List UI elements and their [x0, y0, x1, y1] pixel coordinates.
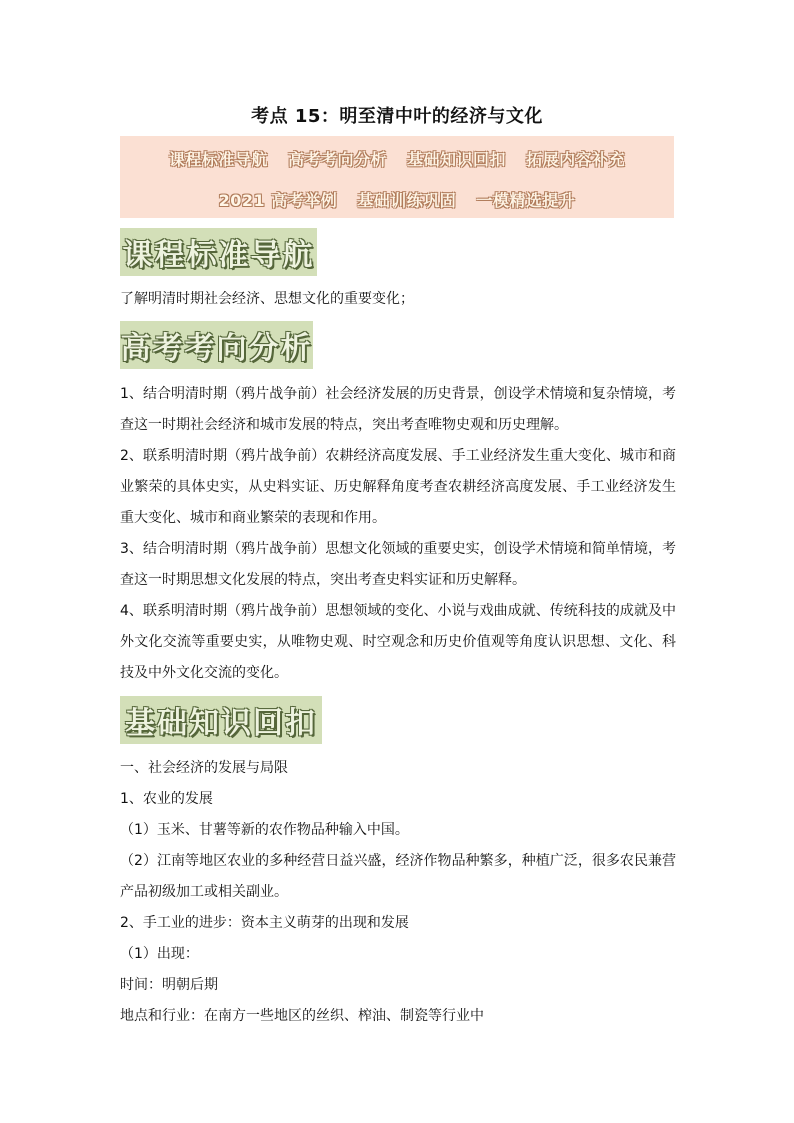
nav-item-basics: 基础知识回扣 — [407, 150, 507, 169]
basics-line-handicraft: 2、手工业的进步：资本主义萌芽的出现和发展 — [120, 915, 409, 931]
basics-line-emergence: （1）出现： — [120, 946, 199, 962]
page-title: 考点 15：明至清中叶的经济与文化 — [251, 106, 543, 127]
basics-heading: 一、社会经济的发展与局限 — [120, 760, 288, 776]
nav-row-1 — [120, 147, 674, 170]
basics-line-crops: （1）玉米、甘薯等新的农作物品种输入中国。 — [120, 822, 409, 838]
basics-line-location: 地点和行业：在南方一些地区的丝织、榨油、制瓷等行业中 — [120, 1008, 484, 1024]
basics-line-agriculture: 1、农业的发展 — [120, 791, 213, 807]
section-navigation — [120, 136, 674, 218]
analysis-item-3: 3、结合明清时期（鸦片战争前）思想文化领域的重要史实，创设学术情境和简单情境，考查这一时期思想文化发展的特点，突出考查史料实证和历史解释。 — [120, 541, 676, 588]
nav-item-analysis: 高考考向分析 — [287, 150, 387, 169]
nav-item-exam-examples: 2021 高考举例 — [218, 191, 338, 210]
analysis-item-2: 2、联系明清时期（鸦片战争前）农耕经济高度发展、手工业经济发生重大变化、城市和商业繁荣的具体史实，从史料实证、历史解释角度考查农耕经济高度发展、手工业经济发生重大变化、城市和商业繁荣的表现和作用。 — [120, 448, 676, 526]
nav-item-training: 基础训练巩固 — [357, 191, 457, 210]
basics-line-diversification: （2）江南等地区农业的多种经营日益兴盛，经济作物品种繁多，种植广泛，很多农民兼营产品初级加工或相关副业。 — [120, 853, 676, 900]
banner-basics: 基础知识回扣 — [120, 696, 322, 744]
banner-standards: 课程标准导航 — [120, 228, 317, 276]
analysis-item-1: 1、结合明清时期（鸦片战争前）社会经济发展的历史背景，创设学术情境和复杂情境，考查这一时期社会经济和城市发展的特点，突出考查唯物史观和历史理解。 — [120, 386, 676, 433]
basics-line-time: 时间：明朝后期 — [120, 977, 218, 993]
nav-item-mock-selection: 一模精选提升 — [476, 191, 576, 210]
analysis-item-4: 4、联系明清时期（鸦片战争前）思想领域的变化、小说与戏曲成就、传统科技的成就及中外文化交流等重要史实，从唯物史观、时空观念和历史价值观等角度认识思想、文化、科技及中外文化交流的变化。 — [120, 603, 676, 681]
banner-analysis: 高考考向分析 — [120, 321, 313, 369]
nav-item-standards: 课程标准导航 — [168, 150, 268, 169]
nav-row-2 — [120, 188, 674, 211]
standards-text: 了解明清时期社会经济、思想文化的重要变化； — [120, 291, 414, 307]
nav-item-extension: 拓展内容补充 — [526, 150, 626, 169]
